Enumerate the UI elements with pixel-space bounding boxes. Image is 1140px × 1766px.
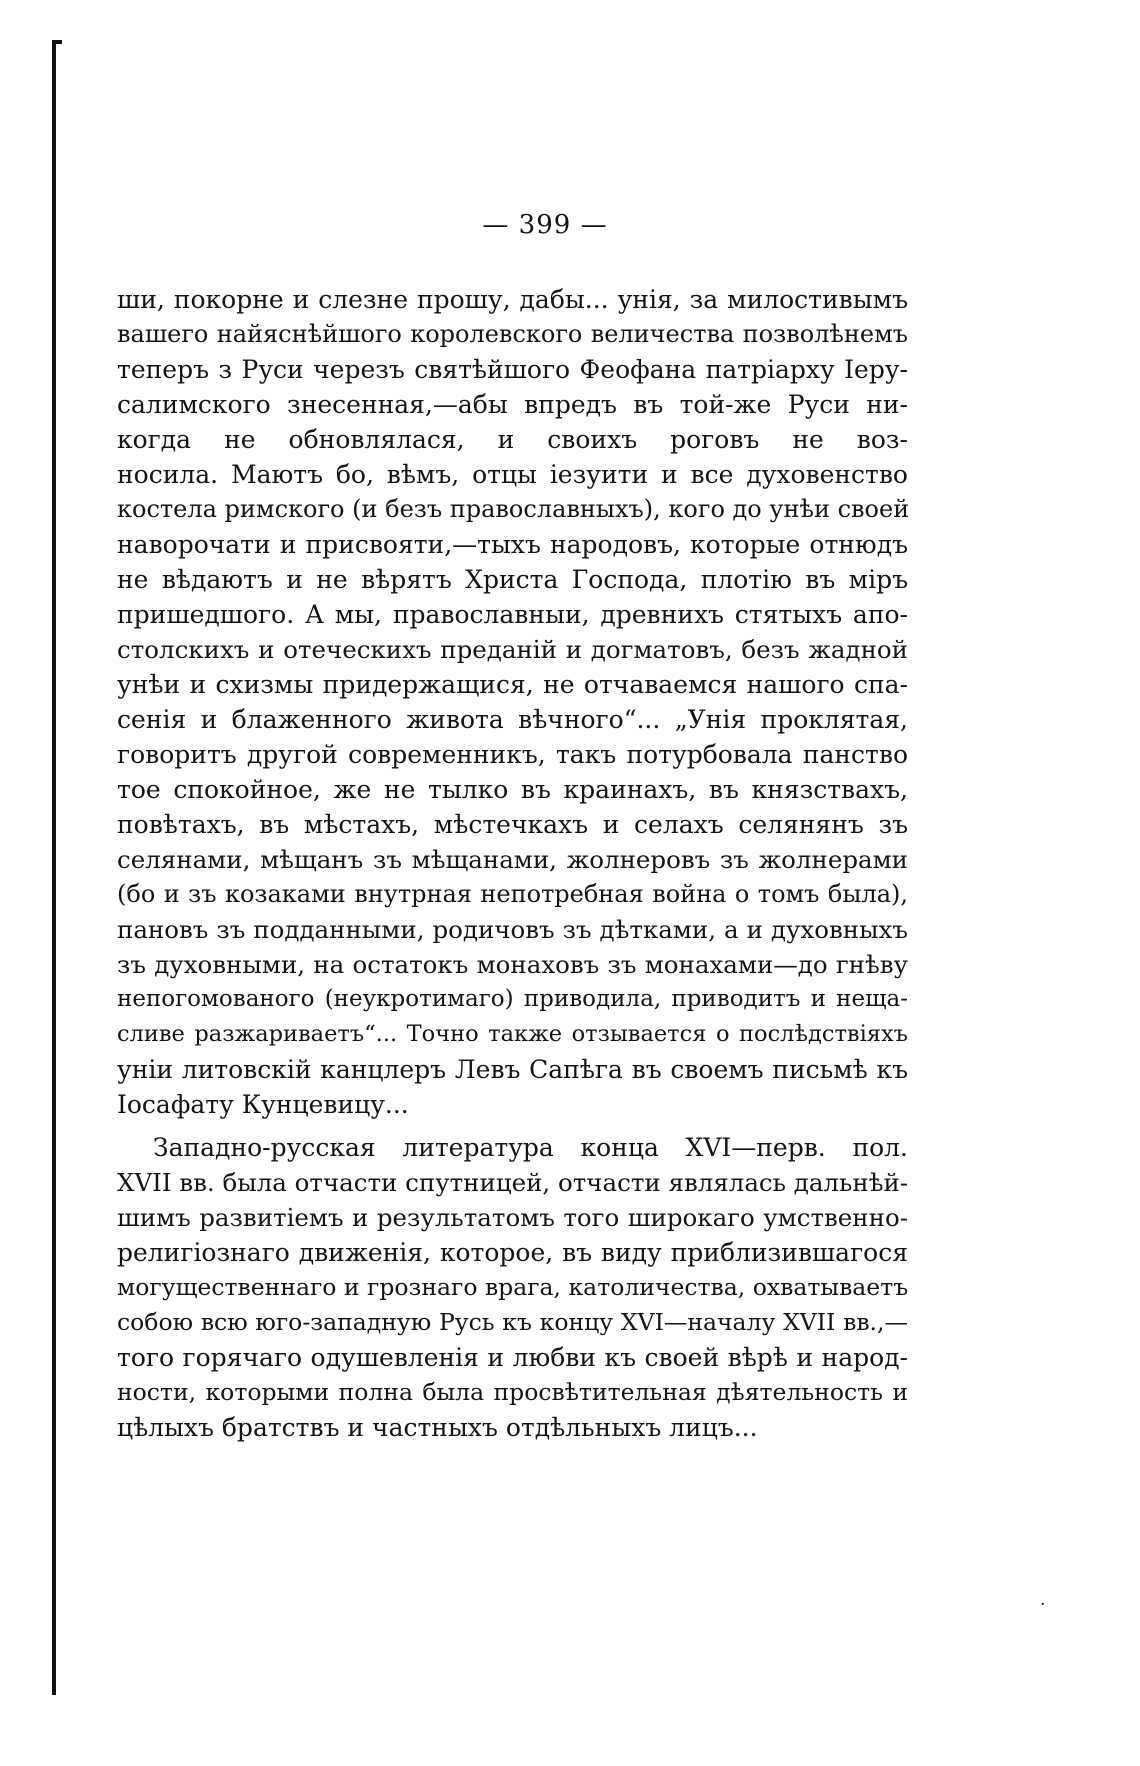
text-line: уніи литовскій канцлеръ Левъ Сапѣга въ своемъ письмѣ къ — [117, 1055, 908, 1084]
paragraph-2 — [117, 1130, 908, 1445]
text-line: религіознаго движенія, которое, въ виду приблизившагося — [117, 1238, 908, 1267]
text-line: теперъ з Руси черезъ святѣйшого Феофана патріарху Іеру- — [117, 355, 908, 384]
text-line: Іосафату Кунцевицу... — [117, 1090, 409, 1119]
scan-speck: · — [1040, 1594, 1046, 1615]
text-line: Западно-русская литература конца XVI—перв. пол. — [153, 1133, 908, 1162]
text-line: костела римского (и безъ православныхъ), кого до унѣи своей — [117, 495, 910, 523]
text-line: столскихъ и отеческихъ преданій и догматовъ, безъ жадной — [117, 635, 908, 664]
page-number: — 399 — — [482, 210, 608, 240]
text-line: (бо и зъ козаками внутрная непотребная война о томъ была), — [117, 880, 908, 908]
text-line: наворочати и присвояти,—тыхъ народовъ, которые отнюдъ — [117, 530, 908, 559]
text-line: не вѣдаютъ и не вѣрятъ Христа Господа, плотію въ міръ — [117, 565, 908, 594]
text-line: зъ духовными, на остатокъ монаховъ зъ монахами—до гнѣву — [117, 950, 908, 979]
text-line: тое спокойное, же не тылко въ краинахъ, въ князствахъ, — [117, 775, 908, 804]
text-line: когда не обновлялася, и своихъ роговъ не воз- — [117, 425, 908, 454]
text-line: цѣлыхъ братствъ и частныхъ отдѣльныхъ лицъ... — [117, 1413, 758, 1442]
page-border-corner — [52, 40, 62, 44]
paragraph-gap — [117, 1122, 908, 1130]
text-body — [117, 282, 908, 1445]
text-line: шимъ развитіемъ и результатомъ того широкаго умственно- — [117, 1203, 908, 1232]
text-line: того горячаго одушевленія и любви къ своей вѣрѣ и народ- — [117, 1343, 908, 1372]
text-line: собою всю юго-западную Русь къ концу XVI—началу XVII вв.,— — [117, 1308, 908, 1336]
text-line: XVII вв. была отчасти спутницей, отчасти являлась дальнѣй- — [117, 1168, 909, 1197]
text-line: говоритъ другой современникъ, такъ потурбовала панство — [117, 740, 908, 769]
text-line: салимского знесенная,—абы впредъ въ той-же Руси ни- — [117, 390, 908, 419]
text-line: пришедшого. А мы, православныи, древнихъ стятыхъ апо- — [117, 600, 908, 629]
page-border-line — [52, 40, 56, 1695]
text-line: сливе разжариваетъ“... Точно также отзывается о послѣдствіяхъ — [117, 1021, 908, 1047]
text-line: могущественнаго и грознаго врага, католичества, охватываетъ — [117, 1273, 909, 1301]
text-line: непогомованого (неукротимаго) приводила, приводитъ и неща- — [117, 986, 908, 1012]
text-line: унѣи и схизмы придержащися, не отчаваемся нашого спа- — [117, 670, 908, 699]
text-line: ности, которыми полна была просвѣтительная дѣятельность и — [117, 1378, 908, 1406]
text-line: сенія и блаженного живота вѣчного“... „Унія проклятая, — [117, 705, 908, 734]
text-line: селянами, мѣщанъ зъ мѣщанами, жолнеровъ зъ жолнерами — [117, 845, 908, 874]
text-line: повѣтахъ, въ мѣстахъ, мѣстечкахъ и селахъ селянянъ зъ — [117, 810, 908, 839]
text-line: носила. Маютъ бо, вѣмъ, отцы іезуити и все духовенство — [117, 460, 908, 489]
paragraph-1 — [117, 282, 908, 1122]
text-line: ши, покорне и слезне прошу, дабы... унія, за милостивымъ — [117, 285, 908, 314]
text-line: вашего найяснѣйшого королевского величества позволѣнемъ — [117, 320, 908, 348]
text-line: пановъ зъ подданными, родичовъ зъ дѣтками, а и духовныхъ — [117, 915, 908, 944]
